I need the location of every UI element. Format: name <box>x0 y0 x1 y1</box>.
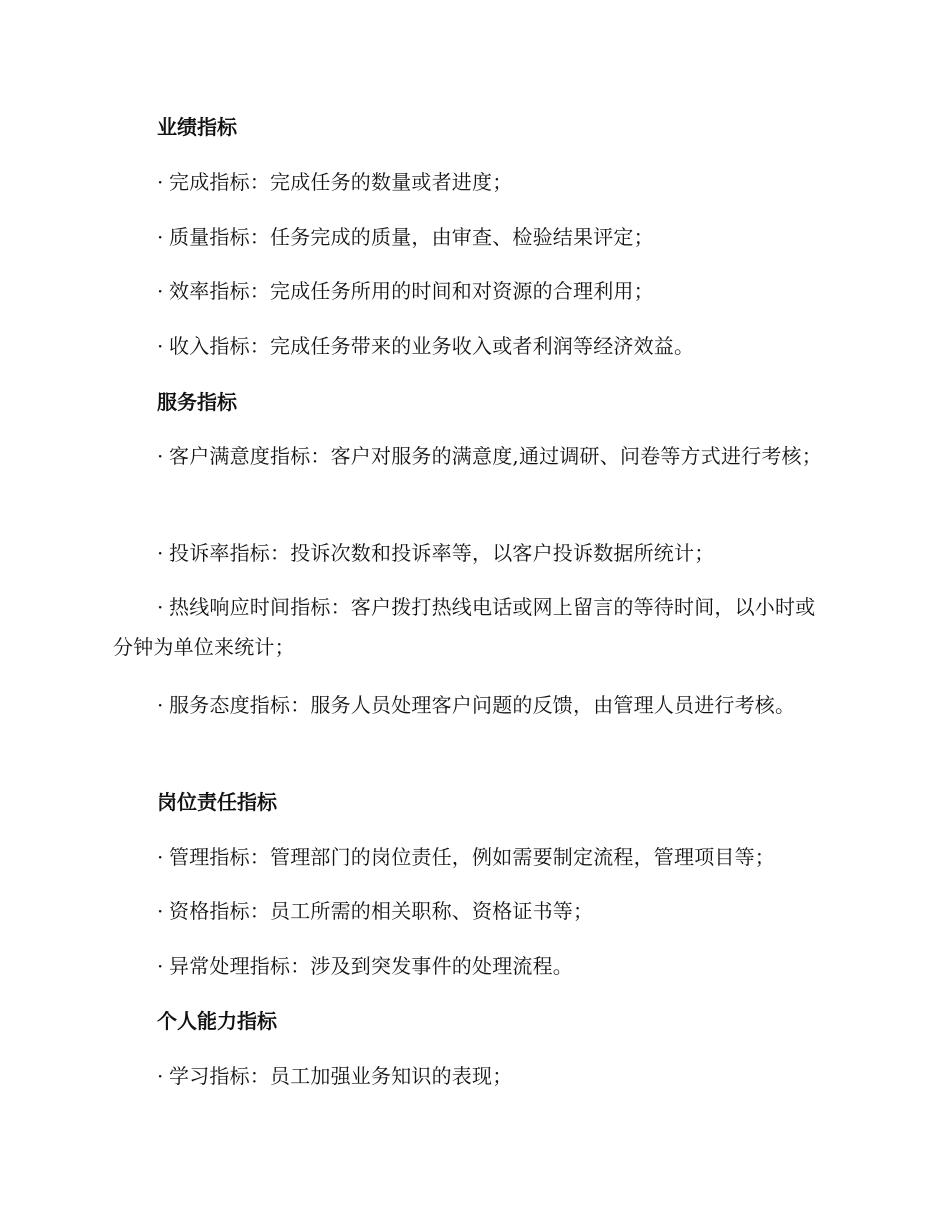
list-item-text: 完成指标：完成任务的数量或者进度； <box>169 170 513 194</box>
bullet-dot: · <box>157 595 164 619</box>
list-item <box>113 217 833 257</box>
list-item-text: 收入指标：完成任务带来的业务收入或者利润等经济效益。 <box>169 334 695 358</box>
section-heading-personal-ability: 个人能力指标 <box>157 1009 277 1033</box>
bullet-dot: · <box>157 225 164 249</box>
list-item <box>113 685 833 725</box>
list-item-text: 管理指标：管理部门的岗位责任，例如需要制定流程，管理项目等； <box>169 845 775 869</box>
list-item <box>113 533 833 573</box>
list-item <box>113 271 833 311</box>
list-item <box>113 326 833 366</box>
list-item-text: 异常处理指标：涉及到突发事件的处理流程。 <box>169 954 573 978</box>
bullet-dot: · <box>157 541 164 565</box>
list-item-text: 热线响应时间指标：客户拨打热线电话或网上留言的等待时间，以小时或分钟为单位来统计； <box>113 595 816 659</box>
list-item-text: 客户满意度指标：客户对服务的满意度,通过调研、问卷等方式进行考核； <box>169 444 822 468</box>
bullet-dot: · <box>157 334 164 358</box>
section-heading-service: 服务指标 <box>157 390 237 414</box>
section-heading-performance: 业绩指标 <box>157 115 237 139</box>
list-item-text: 质量指标：任务完成的质量，由审查、检验结果评定； <box>169 225 654 249</box>
bullet-dot: · <box>157 899 164 923</box>
bullet-dot: · <box>157 954 164 978</box>
list-item <box>113 162 833 202</box>
bullet-dot: · <box>157 170 164 194</box>
list-item-text: 资格指标：员工所需的相关职称、资格证书等； <box>169 899 594 923</box>
list-item-text: 服务态度指标：服务人员处理客户问题的反馈，由管理人员进行考核。 <box>169 693 796 717</box>
section-heading-job-responsibility: 岗位责任指标 <box>157 790 277 814</box>
list-item <box>113 837 833 877</box>
bullet-dot: · <box>157 279 164 303</box>
bullet-dot: · <box>157 444 164 468</box>
list-item <box>113 946 833 986</box>
list-item-text: 学习指标：员工加强业务知识的表现； <box>169 1064 513 1088</box>
bullet-dot: · <box>157 845 164 869</box>
list-item <box>113 1056 833 1096</box>
list-item <box>113 587 833 667</box>
bullet-dot: · <box>157 693 164 717</box>
list-item-text: 效率指标：完成任务所用的时间和对资源的合理利用； <box>169 279 654 303</box>
list-item <box>113 891 833 931</box>
list-item <box>113 436 833 476</box>
bullet-dot: · <box>157 1064 164 1088</box>
list-item-text: 投诉率指标：投诉次数和投诉率等，以客户投诉数据所统计； <box>169 541 715 565</box>
